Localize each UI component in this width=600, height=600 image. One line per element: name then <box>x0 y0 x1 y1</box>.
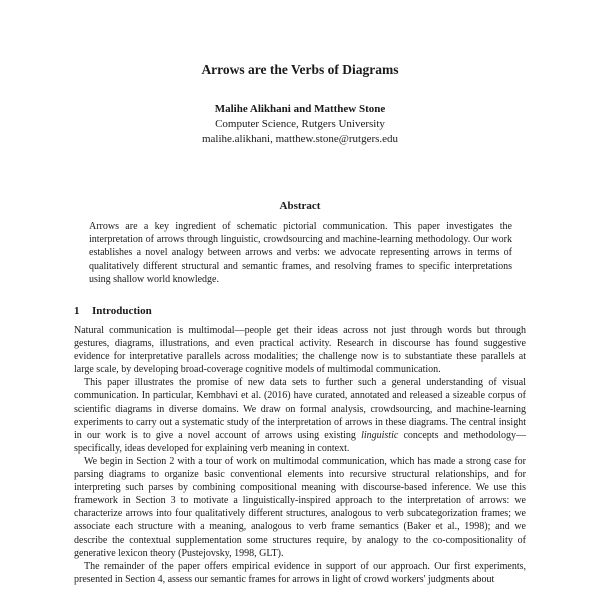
abstract-heading: Abstract <box>279 200 321 212</box>
author-block <box>0 102 600 147</box>
introduction-body <box>74 324 526 586</box>
author-affiliation: Computer Science, Rutgers University <box>215 118 385 130</box>
paragraph-1: Natural communication is multimodal—people get their ideas across not just through words but through gestures, diagrams, illustrations, and even practical activity. Research in discourse has found suggestive evidence for interpretative parallels across modalities; the challenge now is to substantiate these parallels at large scale, by developing broad-coverage cognitive models of multimodal communication. <box>74 325 526 376</box>
abstract-body <box>89 220 512 286</box>
paragraph-2 <box>74 376 526 455</box>
author-names: Malihe Alikhani and Matthew Stone <box>214 103 386 115</box>
paragraph-2-emphasis: linguistic <box>361 429 399 441</box>
paragraph-3: We begin in Section 2 with a tour of work on multimodal communication, which has made a strong case for parsing diagrams to organize basic conventional elements into recursive structural relationships, and for interpreting such parses by combining compositional meaning with discourse-based inference. We use this framework in Section 3 to motivate a linguistically-inspired approach to the interpretation of arrows: we characterize arrows into four qualitatively different structures, analogous to verb subcategorization frames; we associate each structure with a meaning, analogous to verb frame semantics (Baker et al., 1998); and we describe the contextual supplementation some structures require, by analogy to the co-compositionality of generative lexicon theory (Pustejovsky, 1998, GLT). <box>74 455 526 559</box>
paragraph-2-text-a: This paper illustrates the promise of new data sets to further such a general understanding of visual communication. In particular, Kembhavi et al. (2016) have curated, annotated and released a sizeable corpus of scientific diagrams in diverse domains. We draw on formal analysis, crowdsourcing, and machine-learning experiments to carry out a systematic study of the interpretation of arrows in these diagrams. The central insight in our work is to give a novel account of arrows using existing <box>74 377 526 441</box>
section-number: 1 <box>74 305 80 317</box>
paragraph-4: The remainder of the paper offers empirical evidence in support of our approach. Our first experiments, presented in Section 4, assess our semantic frames for arrows in light of crowd workers' judgments about <box>74 560 526 585</box>
section-heading-introduction <box>74 304 524 318</box>
author-emails: malihe.alikhani, matthew.stone@rutgers.edu <box>201 133 399 145</box>
paragraph-2-text-b: concepts and methodology—specifically, ideas developed for explaining verb meaning in context. <box>74 429 526 454</box>
paper-title: Arrows are the Verbs of Diagrams <box>201 62 399 77</box>
abstract-text: Arrows are a key ingredient of schematic pictorial communication. This paper investigates the interpretation of arrows through linguistic, crowdsourcing and machine-learning methodology. Our work establishes a novel analogy between arrows and verbs: we advocate representing arrows in terms of qualitatively different structural and semantic frames, and resolving frames to specific interpretations using shallow world knowledge. <box>89 221 512 285</box>
section-title: Introduction <box>92 305 152 317</box>
